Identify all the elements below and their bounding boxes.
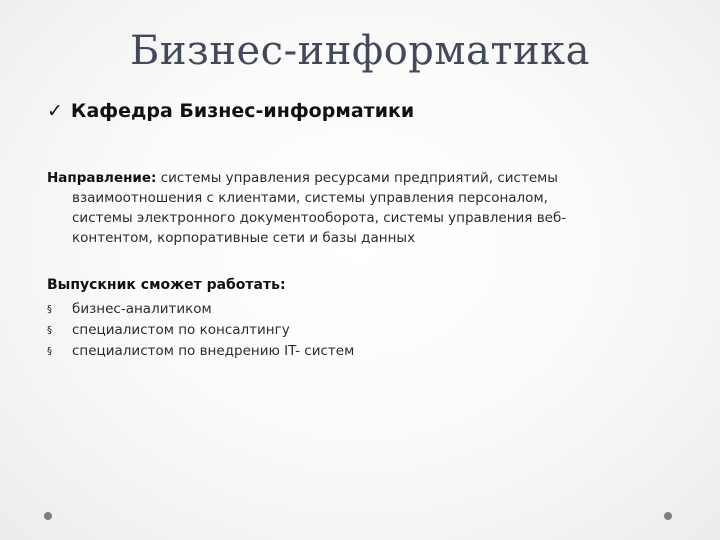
direction-line: контентом, корпоративные сети и базы данных (72, 230, 416, 246)
graduate-label: Выпускник сможет работать: (47, 277, 286, 293)
direction-line: системы электронного документооборота, системы управления веб- (72, 210, 567, 226)
direction-line: взаимоотношения с клиентами, системы управления персоналом, (72, 190, 548, 206)
list-item (47, 341, 354, 362)
direction-label: Направление: (47, 170, 157, 186)
list-item (47, 320, 354, 341)
bullet-icon: § (47, 304, 52, 315)
list-item-text: специалистом по внедрению IT- систем (72, 343, 355, 359)
direction-line (47, 168, 687, 188)
direction-text: системы управления ресурсами предприятий, системы (160, 170, 558, 186)
bullet-icon: § (47, 325, 52, 336)
bullet-icon: § (47, 346, 52, 357)
corner-dot-icon (664, 512, 672, 520)
department-heading-text: Кафедра Бизнес-информатики (70, 100, 415, 122)
slide-title: Бизнес-информатика (129, 28, 591, 74)
direction-paragraph (47, 168, 687, 248)
list-item (47, 299, 354, 320)
list-item-text: специалистом по консалтингу (72, 322, 290, 338)
corner-dot-icon (44, 512, 52, 520)
department-heading (47, 100, 414, 122)
list-item-text: бизнес-аналитиком (72, 301, 212, 317)
graduate-list (47, 299, 354, 362)
checkmark-icon: ✓ (47, 100, 63, 122)
